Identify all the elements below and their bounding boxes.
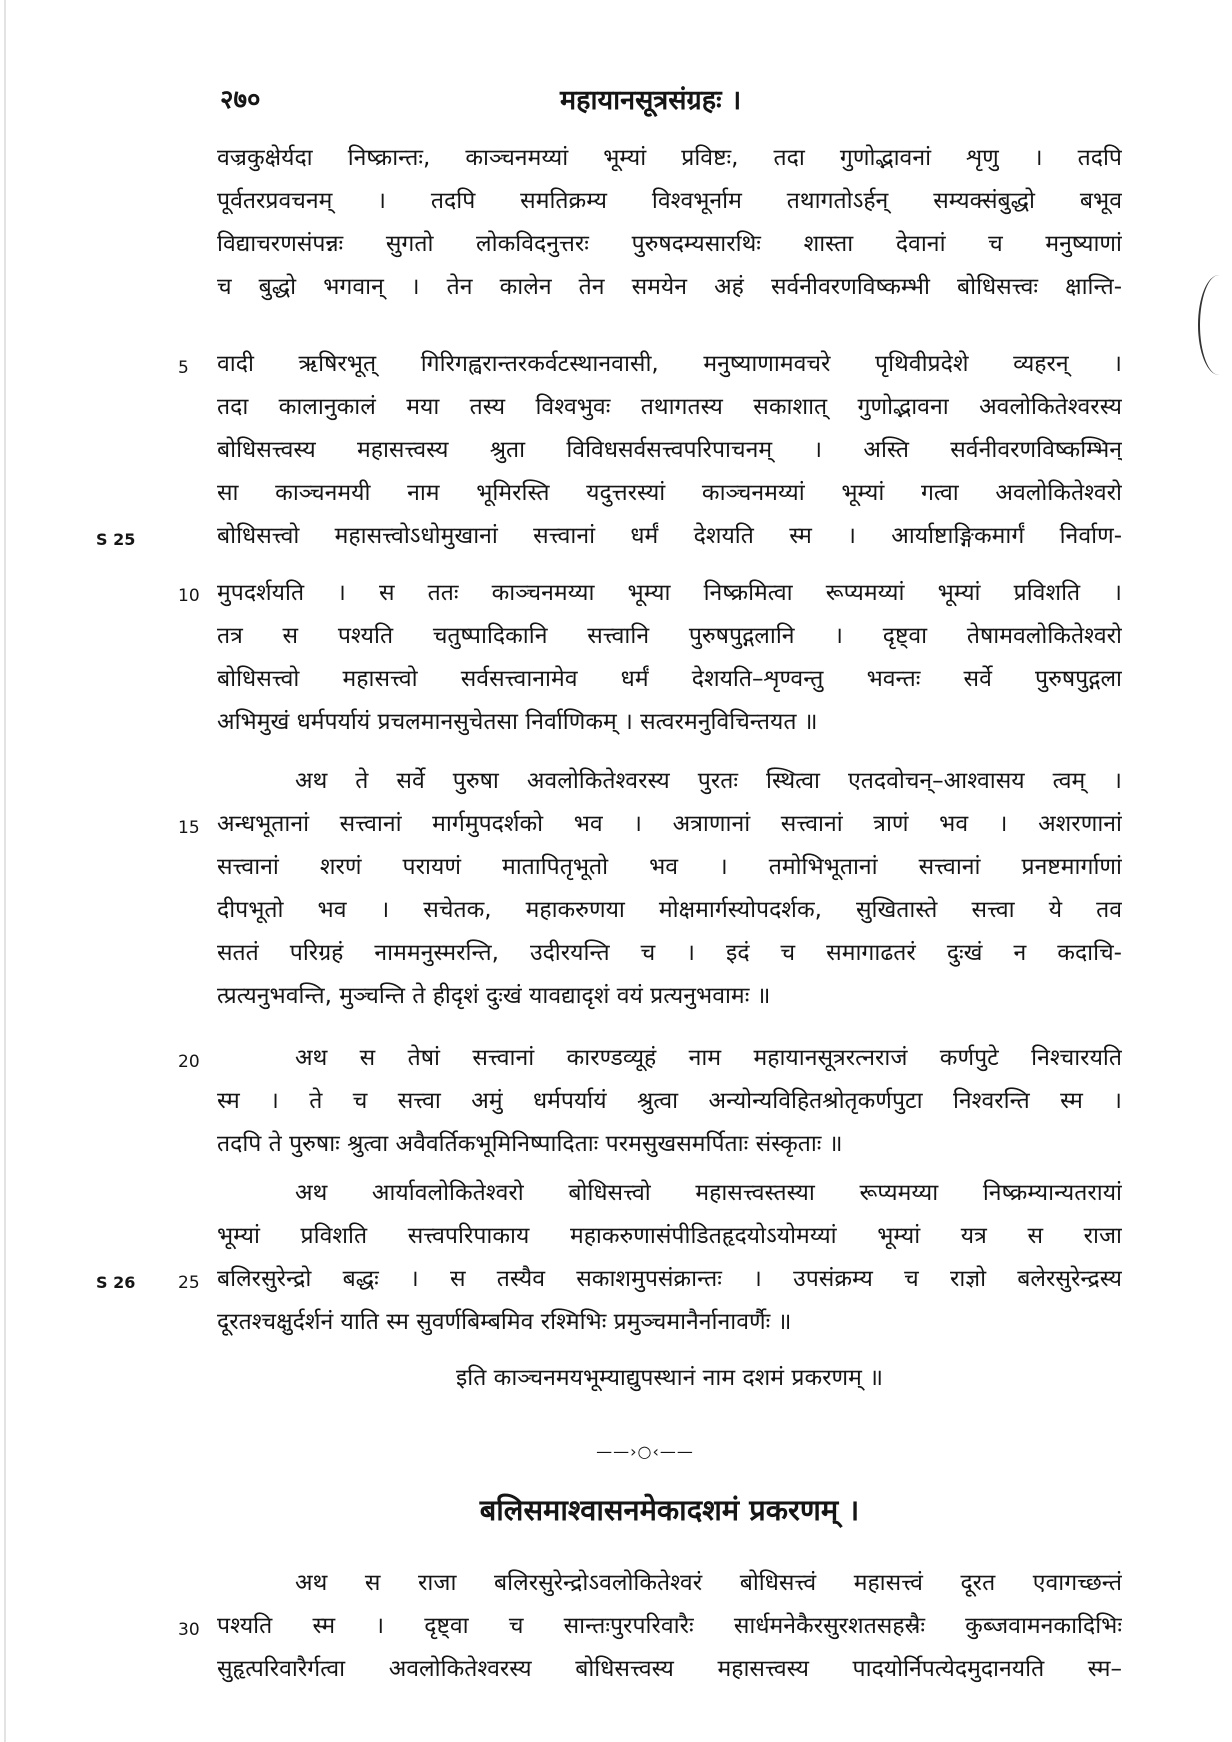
text-line: बलिरसुरेन्द्रो बद्धः । स तस्यैव सकाशमुपसंक्रान्तः । उपसंक्रम्य च राज्ञो बलेरसुरेन्द्रस्य [217,1266,1122,1292]
line-number: 30 [178,1620,200,1640]
text-line: वादी ऋषिरभूत् गिरिगह्वरान्तरकर्वटस्थानवासी, मनुष्याणामवचरे पृथिवीप्रदेशे व्यहरन् । [217,351,1122,377]
text-line: पश्यति स्म । दृष्ट्वा च सान्तःपुरपरिवारैः सार्धमनेकैरसुरशतसहस्रैः कुब्जवामनकादिभिः [217,1613,1122,1639]
line-number: 10 [178,586,200,606]
chapter-title: बलिसमाश्वासनमेकादशमं प्रकरणम् । [479,1493,860,1527]
text-line: वज्रकुक्षेर्यदा निष्क्रान्तः, काञ्चनमय्यां भूम्यां प्रविष्टः, तदा गुणोद्भावनां शृणु । तदपि [217,145,1122,171]
text-line: विद्याचरणसंपन्नः सुगतो लोकविदनुत्तरः पुरुषदम्यसारथिः शास्ता देवानां च मनुष्याणां [217,231,1122,257]
line-number: 15 [178,818,200,838]
ornament-divider: ——›○‹—— [596,1442,694,1461]
text-line: अन्धभूतानां सत्त्वानां मार्गमुपदर्शको भव । अत्राणानां सत्त्वानां त्राणं भव । अशरणानां [217,811,1122,837]
section-mark: S 26 [96,1273,136,1292]
text-line: बोधिसत्त्वस्य महासत्त्वस्य श्रुता विविधसर्वसत्त्वपरिपाचनम् । अस्ति सर्वनीवरणविष्कम्भिन् [217,437,1122,463]
text-line: त्प्रत्यनुभवन्ति, मुञ्चन्ति ते हीदृशं दुःखं यावद्यादृशं वयं प्रत्यनुभवामः ॥ [217,983,771,1009]
margin-bracket [1198,275,1232,375]
text-line: अथ ते सर्वे पुरुषा अवलोकितेश्वरस्य पुरतः स्थित्वा एतदवोचन्–आश्वासय त्वम् । [295,768,1122,794]
text-line: तदा कालानुकालं मया तस्य विश्वभुवः तथागतस्य सकाशात् गुणोद्भावना अवलोकितेश्वरस्य [217,394,1122,420]
text-line: च बुद्धो भगवान् । तेन कालेन तेन समयेन अहं सर्वनीवरणविष्कम्भी बोधिसत्त्वः क्षान्ति- [217,274,1122,300]
text-line: दीपभूतो भव । सचेतक, महाकरुणया मोक्षमार्गस्योपदर्शक, सुखितास्ते सत्त्वा ये तव [217,897,1122,923]
line-number: 5 [178,358,189,378]
binding-edge [4,0,6,1742]
text-line: सत्त्वानां शरणं परायणं मातापितृभूतो भव । तमोभिभूतानां सत्त्वानां प्रनष्टमार्गाणां [217,854,1122,880]
line-number: 25 [178,1273,200,1293]
colophon: इति काञ्चनमयभूम्याद्युपस्थानं नाम दशमं प्रकरणम् ॥ [455,1365,883,1391]
text-line: बोधिसत्त्वो महासत्त्वो सर्वसत्त्वानामेव धर्मं देशयति–शृण्वन्तु भवन्तः सर्वे पुरुषपुद्गला [217,666,1122,692]
line-number: 20 [178,1052,200,1072]
text-line: मुपदर्शयति । स ततः काञ्चनमय्या भूम्या निष्क्रमित्वा रूप्यमय्यां भूम्यां प्रविशति । [217,580,1122,606]
text-line: सुहृत्परिवारैर्गत्वा अवलोकितेश्वरस्य बोधिसत्त्वस्य महासत्त्वस्य पादयोर्निपत्येदमुदानयति स्म– [217,1656,1122,1682]
text-line: अथ स तेषां सत्त्वानां कारण्डव्यूहं नाम महायानसूत्ररत्नराजं कर्णपुटे निश्चारयति [295,1045,1122,1071]
text-line: तदपि ते पुरुषाः श्रुत्वा अवैवर्तिकभूमिनिष्पादिताः परमसुखसमर्पिताः संस्कृताः ॥ [217,1131,843,1157]
text-line: तत्र स पश्यति चतुष्पादिकानि सत्त्वानि पुरुषपुद्गलानि । दृष्ट्वा तेषामवलोकितेश्वरो [217,623,1122,649]
running-title: महायानसूत्रसंग्रहः । [560,85,742,116]
text-line: दूरतश्चक्षुर्दर्शनं याति स्म सुवर्णबिम्बमिव रश्मिभिः प्रमुञ्चमानैर्नानावर्णैः ॥ [217,1309,792,1335]
text-line: बोधिसत्त्वो महासत्त्वोऽधोमुखानां सत्त्वानां धर्मं देशयति स्म । आर्याष्टाङ्गिकमार्गं निर्वाण- [217,523,1122,549]
text-line: सा काञ्चनमयी नाम भूमिरस्ति यदुत्तरस्यां काञ्चनमय्यां भूम्यां गत्वा अवलोकितेश्वरो [217,480,1122,506]
section-mark: S 25 [96,530,136,549]
text-line: अभिमुखं धर्मपर्यायं प्रचलमानसुचेतसा निर्वाणिकम् । सत्वरमनुविचिन्तयत ॥ [217,709,818,735]
text-line: अथ स राजा बलिरसुरेन्द्रोऽवलोकितेश्वरं बोधिसत्त्वं महासत्त्वं दूरत एवागच्छन्तं [295,1570,1122,1596]
text-line: स्म । ते च सत्त्वा अमुं धर्मपर्यायं श्रुत्वा अन्योन्यविहितश्रोतृकर्णपुटा निश्वरन्ति स्म । [217,1088,1122,1114]
page-number: २७० [220,85,261,115]
text-line: अथ आर्यावलोकितेश्वरो बोधिसत्त्वो महासत्त्वस्तस्या रूप्यमय्या निष्क्रम्यान्यतरायां [295,1180,1122,1206]
text-line: सततं परिग्रहं नाममनुस्मरन्ति, उदीरयन्ति च । इदं च समागाढतरं दुःखं न कदाचि- [217,940,1122,966]
text-line: भूम्यां प्रविशति सत्त्वपरिपाकाय महाकरुणासंपीडितहृदयोऽयोमय्यां भूम्यां यत्र स राजा [217,1223,1122,1249]
text-line: पूर्वतरप्रवचनम् । तदपि समतिक्रम्य विश्वभूर्नाम तथागतोऽर्हन् सम्यक्संबुद्धो बभूव [217,188,1122,214]
